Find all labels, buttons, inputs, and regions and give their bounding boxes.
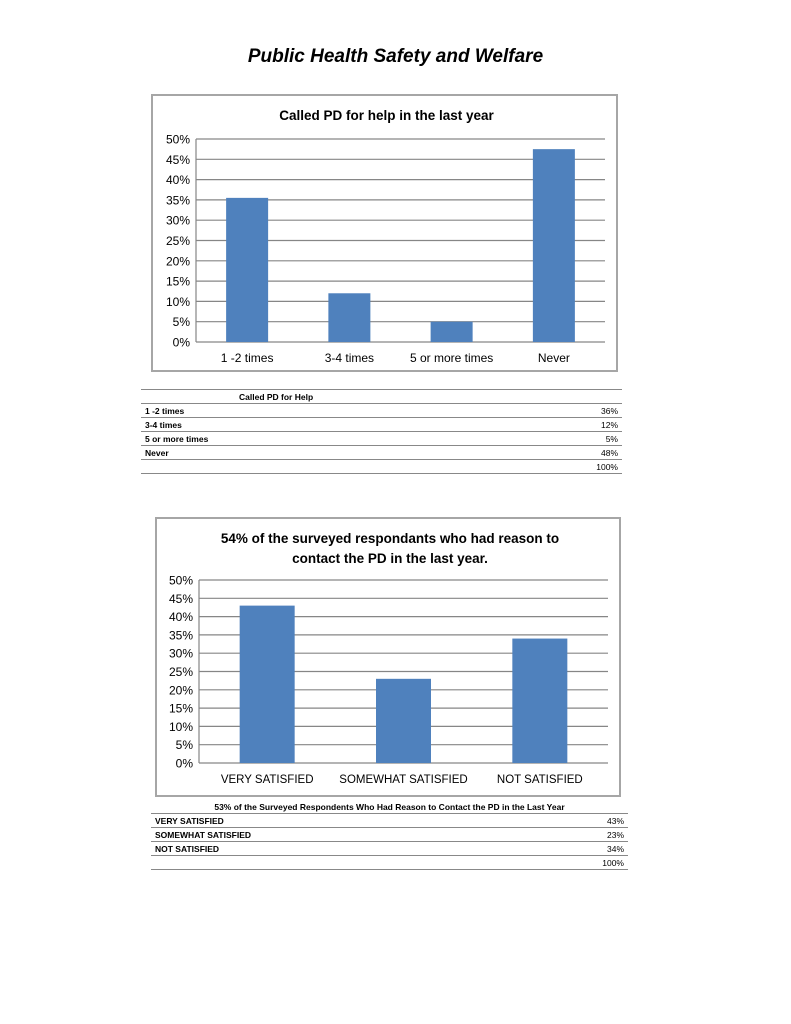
y-tick-label: 40% <box>168 610 193 625</box>
y-tick-label: 35% <box>165 193 190 208</box>
chart-title-line1: 54% of the surveyed respondants who had reason to <box>220 531 560 546</box>
y-tick-label: 5% <box>172 315 190 330</box>
y-tick-label: 20% <box>165 254 190 269</box>
bar <box>240 606 295 763</box>
y-tick-label: 30% <box>165 213 190 228</box>
bar <box>431 322 473 342</box>
y-tick-label: 30% <box>168 646 193 661</box>
table-row: 5 or more times 5% <box>141 432 622 446</box>
chart-plot <box>157 519 623 799</box>
x-tick-label: VERY SATISFIED <box>220 774 314 786</box>
chart-called-pd <box>151 94 618 372</box>
table-total-row: 100% <box>151 856 628 870</box>
y-tick-label: 45% <box>168 591 193 606</box>
bar <box>512 639 567 763</box>
table-header: Called PD for Help <box>141 390 622 404</box>
table-row: Never 48% <box>141 446 622 460</box>
x-tick-label: SOMEWHAT SATISFIED <box>339 774 468 786</box>
x-tick-label: 3-4 times <box>324 351 375 365</box>
chart-satisfaction <box>155 517 621 797</box>
x-tick-label: NOT SATISFIED <box>496 774 583 786</box>
page-title: Public Health Safety and Welfare <box>247 46 544 67</box>
table-header: 53% of the Surveyed Respondents Who Had Reason to Contact the PD in the Last Year <box>151 800 628 814</box>
chart-title: Called PD for help in the last year <box>279 108 494 123</box>
data-table-called-pd <box>141 389 622 474</box>
bar <box>226 198 268 342</box>
table-row: 3-4 times 12% <box>141 418 622 432</box>
y-tick-label: 50% <box>168 573 193 588</box>
y-tick-label: 25% <box>168 665 193 679</box>
bar <box>376 679 431 763</box>
y-tick-label: 5% <box>175 738 193 753</box>
table-row: SOMEWHAT SATISFIED 23% <box>151 828 628 842</box>
y-tick-label: 35% <box>168 628 193 643</box>
y-tick-label: 25% <box>165 234 190 248</box>
table-row: 1 -2 times 36% <box>141 404 622 418</box>
y-tick-label: 50% <box>165 132 190 147</box>
y-tick-label: 15% <box>168 701 193 716</box>
y-tick-label: 45% <box>165 152 190 167</box>
y-tick-label: 15% <box>165 274 190 289</box>
y-tick-label: 20% <box>168 683 193 698</box>
y-tick-label: 0% <box>175 756 193 771</box>
y-tick-label: 10% <box>168 719 193 734</box>
x-tick-label: 1 -2 times <box>220 351 274 365</box>
x-tick-label: 5 or more times <box>409 351 494 365</box>
data-table-satisfaction <box>151 800 628 870</box>
chart-plot <box>153 96 620 374</box>
table-row: NOT SATISFIED 34% <box>151 842 628 856</box>
y-tick-label: 40% <box>165 173 190 188</box>
table-total-row: 100% <box>141 460 622 474</box>
chart-title-line2: contact the PD in the last year. <box>292 551 488 566</box>
y-tick-label: 0% <box>172 335 190 350</box>
table-row: VERY SATISFIED 43% <box>151 814 628 828</box>
y-tick-label: 10% <box>165 294 190 309</box>
bar <box>328 293 370 342</box>
bar <box>533 149 575 342</box>
x-tick-label: Never <box>537 351 570 365</box>
